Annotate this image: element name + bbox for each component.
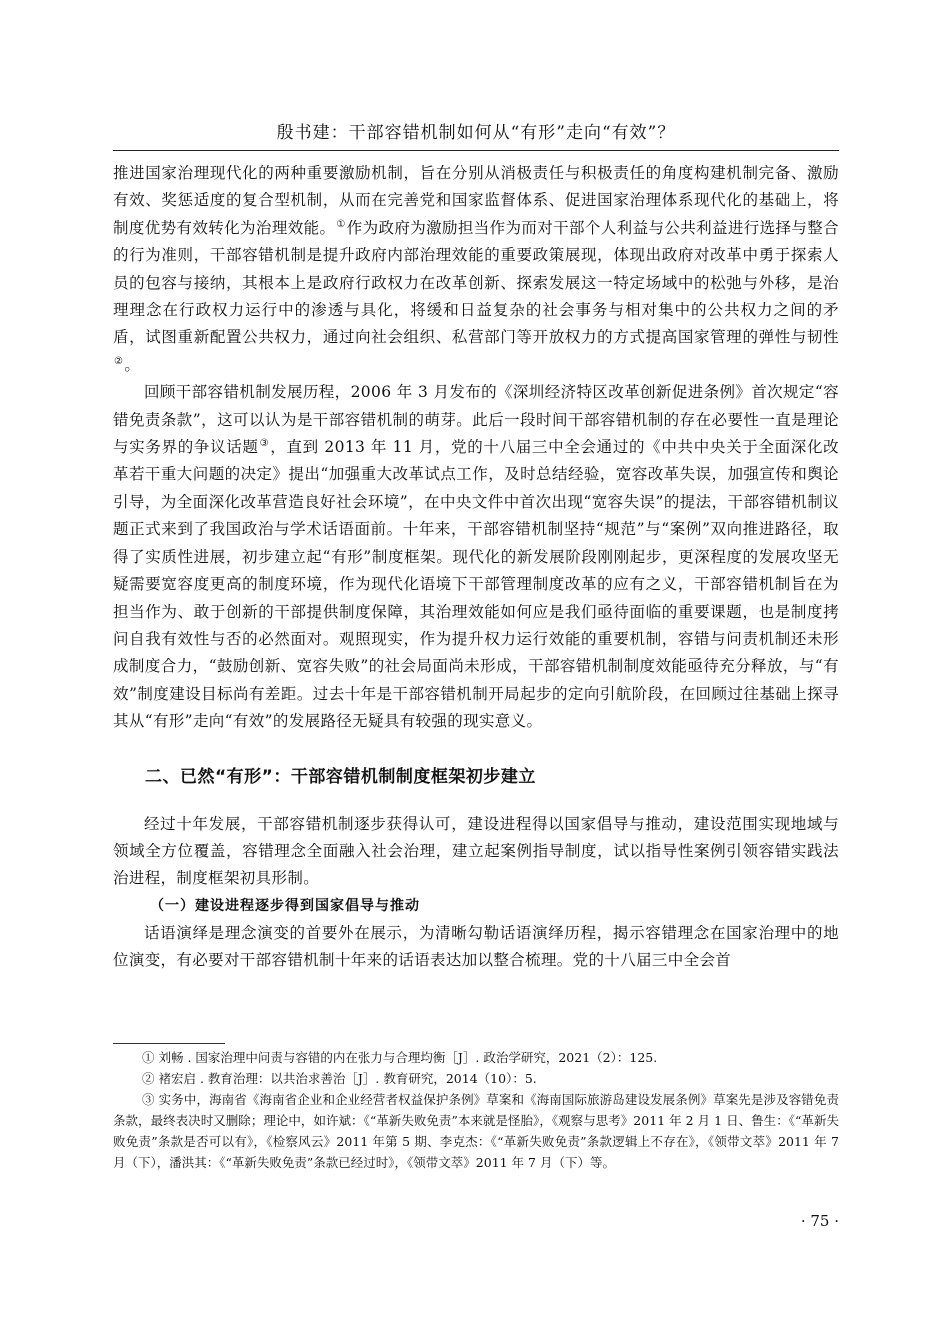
footnote-1: ① 刘畅 . 国家治理中问责与容错的内在张力与合理均衡［J］. 政治学研究，2021（2）：125. <box>142 1050 658 1065</box>
paragraph-2 <box>113 379 839 735</box>
running-header: 殷书建：干部容错机制如何从“有形”走向“有效”？ <box>276 123 676 143</box>
section-heading: 二、已然“有形”：干部容错机制制度框架初步建立 <box>145 766 536 787</box>
footnote-ref-3[interactable]: ③ <box>259 437 270 449</box>
footnote-ref-2[interactable]: ② <box>114 355 124 367</box>
subsection-heading: （一）建设进程逐步得到国家倡导与推动 <box>150 897 420 914</box>
paragraph-2-text-b: ，直到 2013 年 11 月，党的十八届三中全会通过的《中共中央关于全面深化改革若干重大问题的决定》提出“加强重大改革试点工作，及时总结经验，宽容改革失误，加强宣传和舆论引导，为全面深化改革营造良好社会环境”，在中央文件中首次出现“宽容失误”的提法，干部容错机制议题正式来到了我国政治与学术话语面前。十年来，干部容错机制坚持“规范”与“案例”双向推进路径，取得了实质性进展，初步建立起“有形”制度框架。现代化的新发展阶段刚刚起步，更深程度的发展攻坚无疑需要宽容度更高的制度环境，作为现代化语境下干部管理制度改革的应有之义，干部容错机制旨在为担当作为、敢于创新的干部提供制度保障，其治理效能如何应是我们亟待面临的重要课题，也是制度拷问自我有效性与否的必然面对。观照现实，作为提升权力运行效能的重要机制，容错与问责机制还未形成制度合力，“鼓励创新、宽容失败”的社会局面尚未形成，干部容错机制制度效能亟待充分释放，与“有效”制度建设目标尚有差距。过去十年是干部容错机制开局起步的定向引航阶段，在回顾过往基础上探寻其从“有形”走向“有效”的发展路径无疑具有较强的现实意义。 <box>113 438 839 731</box>
footnote-ref-1[interactable]: ① <box>336 218 346 230</box>
footnote-2: ② 褚宏启 . 教育治理：以共治求善治［J］. 教育研究，2014（10）：5. <box>142 1071 537 1086</box>
footnotes <box>113 1047 839 1173</box>
header-rule <box>113 150 839 151</box>
paragraph-1 <box>113 160 839 379</box>
paragraph-2-text-a: 回顾干部容错机制发展历程，2006 年 3 月发布的《深圳经济特区改革创新促进条例》首次规定“容错免责条款”，这可以认为是干部容错机制的萌芽。此后一段时间干部容错机制的存在必要性一直是理论与实务界的争议话题 <box>113 383 839 457</box>
paragraph-1-text-a: 推进国家治理现代化的两种重要激励机制，旨在分别从消极责任与积极责任的角度构建机制完备、激励有效、奖惩适度的复合型机制，从而在完善党和国家监督体系、促进国家治理体系现代化的基础上，将制度优势有效转化为治理效能。 <box>113 164 839 237</box>
paragraph-1-text-b: 作为政府为激励担当作为而对干部个人利益与公共利益进行选择与整合的行为准则，干部容错机制是提升政府内部治理效能的重要政策展现，体现出政府对改革中勇于探索人员的包容与接纳，其根本上是政府行政权力在改革创新、探索发展这一特定场域中的松弛与外移，是治理理念在行政权力运行中的渗透与具化，将缓和日益复杂的社会事务与相对集中的公共权力之间的矛盾，试图重新配置公共权力，通过向社会组织、私营部门等开放权力的方式提高国家管理的弹性与韧性 <box>113 218 839 347</box>
body-text <box>113 160 839 975</box>
footnote-3: ③ 实务中，海南省《海南省企业和企业经营者权益保护条例》草案和《海南国际旅游岛建设发展条例》草案先是涉及容错免责条款，最终表决时又删除；理论中，如许斌：《“革新失败免责”本来就是怪胎》，《观察与思考》2011 年 2 月 1 日、鲁生：《“革新失败免责”条款是否可以有》，《检察风云》2011 年第 5 期、李克杰：《“革新失败免责”条款逻辑上不存在》，《领带文萃》2011 年 7 月（下），潘洪其：《“革新失败免责”条款已经过时》，《领带文萃》2011 年 7 月（下）等。 <box>113 1092 839 1170</box>
page-number: · 75 · <box>800 1212 839 1230</box>
paragraph-1-text-c: 。 <box>124 355 141 374</box>
footnote-rule <box>113 1043 225 1044</box>
paragraph-4: 话语演绎是理念演变的首要外在展示，为清晰勾勒话语演绎历程，揭示容错理念在国家治理中的地位演变，有必要对干部容错机制十年来的话语表达加以整合梳理。党的十八届三中全会首 <box>113 923 839 970</box>
paragraph-3: 经过十年发展，干部容错机制逐步获得认可，建设进程得以国家倡导与推动，建设范围实现地域与领域全方位覆盖，容错理念全面融入社会治理，建立起案例指导制度，试以指导性案例引领容错实践法治进程，制度框架初具形制。 <box>113 814 839 888</box>
